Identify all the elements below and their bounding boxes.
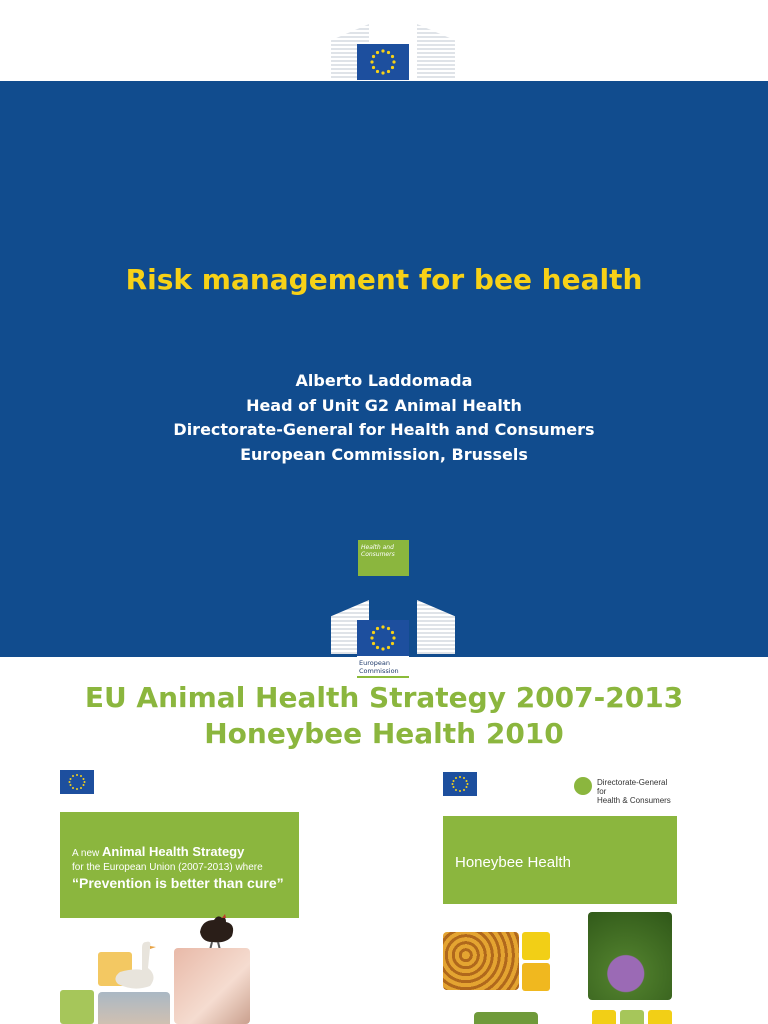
eu-flag-icon [357, 620, 409, 656]
building-graphic-right [417, 24, 455, 78]
badge-line1: Health and [361, 544, 394, 551]
author-name: Alberto Laddomada [295, 371, 473, 390]
health-consumers-badge [358, 540, 409, 576]
slide2-title-line2: Honeybee Health 2010 [204, 717, 564, 750]
building-graphic-right [417, 600, 455, 654]
cover-text-b: Animal Health Strategy [102, 844, 245, 859]
photo-tile-yellow-1 [522, 932, 550, 960]
eu-flag-icon [443, 772, 477, 796]
dg-logo-line1: Directorate-General for [597, 778, 668, 796]
photo-tile-yellow-4 [648, 1010, 672, 1024]
photo-tile-green-2 [620, 1010, 644, 1024]
honeybee-health-cover [438, 766, 680, 1024]
ec-logo-label [357, 656, 409, 678]
cover-text-line1 [72, 844, 244, 859]
ec-logo-line1: European [359, 659, 390, 667]
ec-logo-slide2 [331, 596, 455, 680]
slide2-title-line1: EU Animal Health Strategy 2007-2013 [84, 681, 684, 714]
cover-text-line2: for the European Union (2007-2013) where [72, 862, 263, 873]
author-role: Head of Unit G2 Animal Health [246, 395, 522, 415]
hen-image [192, 910, 240, 950]
author-block [0, 369, 768, 467]
apple-logo-icon [574, 777, 592, 795]
field-photo [474, 1012, 538, 1024]
cover-text-line3: “Prevention is better than cure” [72, 875, 284, 891]
ec-logo-line2: Commission [359, 667, 399, 675]
dg-logo-text [597, 778, 677, 805]
title-slide [0, 81, 768, 657]
goose-image [110, 938, 166, 994]
author-org: European Commission, Brussels [240, 444, 528, 464]
piglet-photo [174, 948, 250, 1024]
honeycomb-photo [443, 932, 519, 990]
eu-flag-icon [357, 44, 409, 80]
photo-tile-green [60, 990, 94, 1024]
slide-title: Risk management for bee health [125, 263, 643, 296]
honeybee-cover-title: Honeybee Health [455, 854, 571, 871]
photo-tile-yellow-3 [592, 1010, 616, 1024]
dg-logo-line2: Health & Consumers [597, 796, 671, 805]
badge-line2: Consumers [361, 551, 395, 558]
author-dg: Directorate-General for Health and Consumers [173, 420, 595, 439]
eu-flag-icon [60, 770, 94, 794]
photo-tile-yellow-2 [522, 963, 550, 991]
cover-text-a: A new [72, 848, 100, 859]
honeybee-green-panel [443, 816, 677, 904]
farmer-photo [98, 992, 170, 1024]
strategy-green-panel [60, 812, 299, 918]
animal-health-strategy-cover [54, 762, 304, 1024]
slide2-title [0, 680, 768, 752]
bee-on-thistle-photo [588, 912, 672, 1000]
